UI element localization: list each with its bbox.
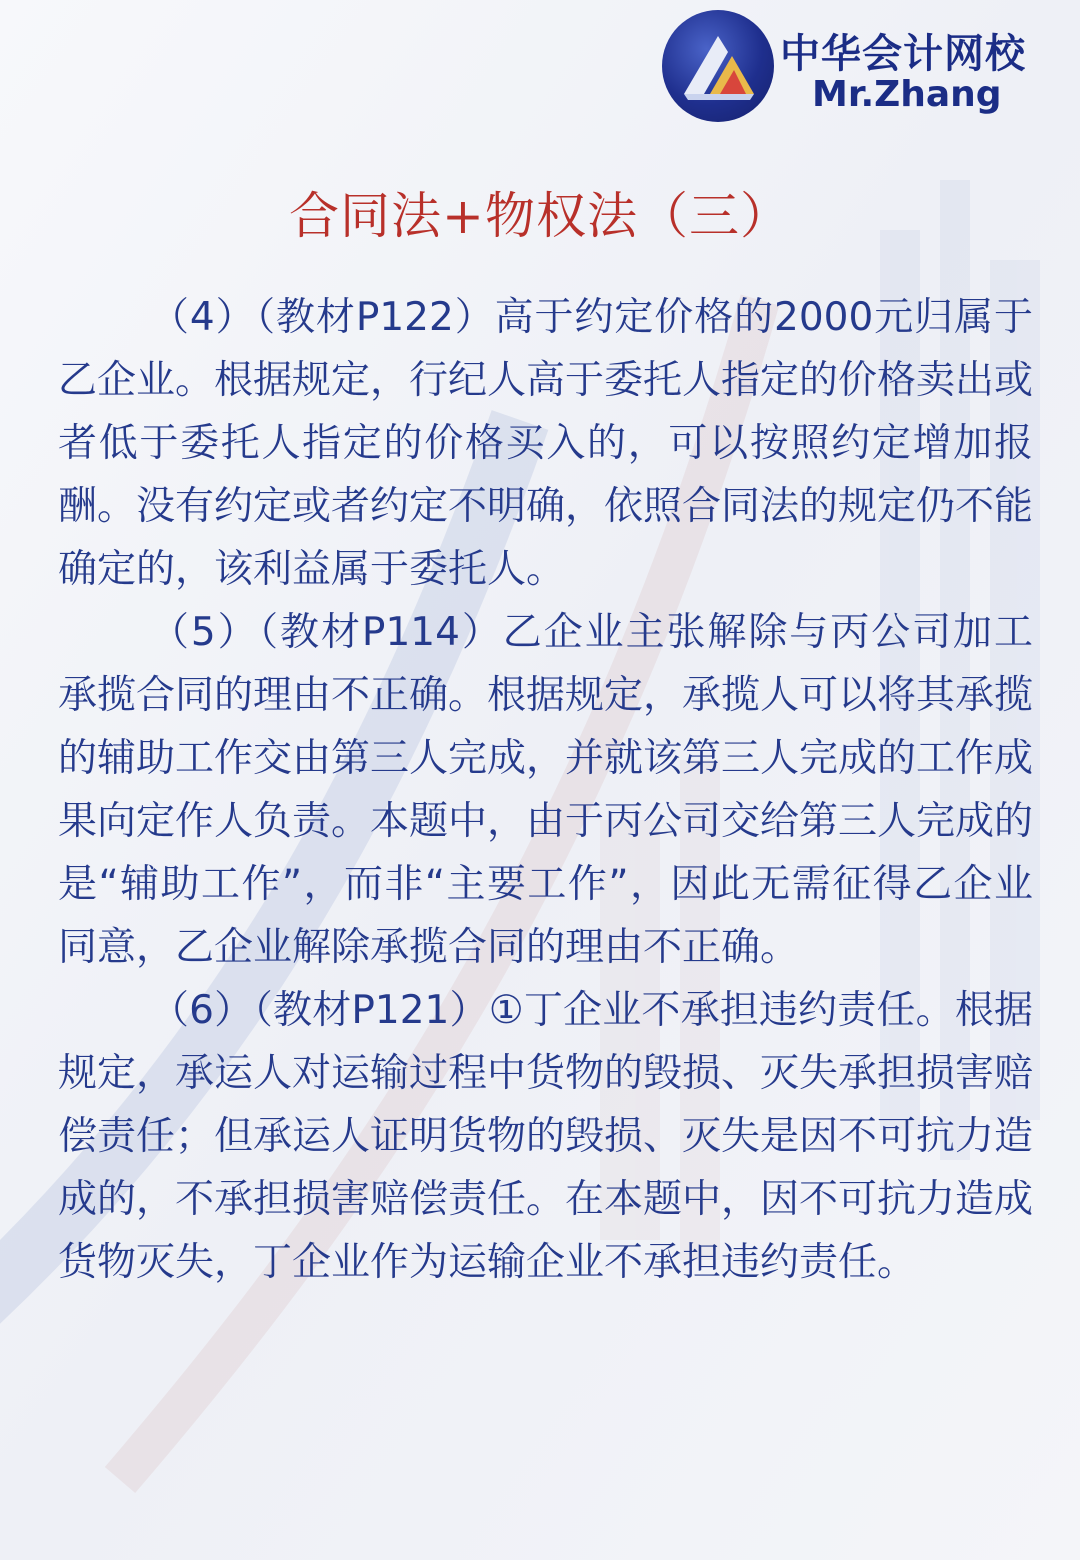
answer-paragraph-5: （5）（教材P114）乙企业主张解除与丙公司加工承揽合同的理由不正确。根据规定，承揽人可以将其承揽的辅助工作交由第三人完成，并就该第三人完成的工作成果向定作人负责。本题中，由于丙公司交给第三人完成的是“辅助工作”，而非“主要工作”，因此无需征得乙企业同意，乙企业解除承揽合同的理由不正确。	[58, 610, 1034, 970]
answer-paragraph-4: （4）（教材P122）高于约定价格的2000元归属于乙企业。根据规定，行纪人高于委托人指定的价格卖出或者低于委托人指定的价格买入的，可以按照约定增加报酬。没有约定或者约定不明确，依照合同法的规定仍不能确定的，该利益属于委托人。	[58, 295, 1034, 592]
school-logo	[662, 10, 1042, 122]
answer-content	[58, 286, 1033, 1294]
logo-emblem	[662, 10, 774, 122]
logo-school-name: 中华会计网校	[780, 31, 1026, 77]
answer-paragraph-6: （6）（教材P121）①丁企业不承担违约责任。根据规定，承运人对运输过程中货物的毁损、灭失承担损害赔偿责任；但承运人证明货物的毁损、灭失是因不可抗力造成的，不承担损害赔偿责任。在本题中，因不可抗力造成货物灭失，丁企业作为运输企业不承担违约责任。	[58, 988, 1034, 1285]
page-title: 合同法+物权法（三）	[289, 187, 791, 245]
logo-subtitle: Mr.Zhang	[812, 74, 1002, 115]
